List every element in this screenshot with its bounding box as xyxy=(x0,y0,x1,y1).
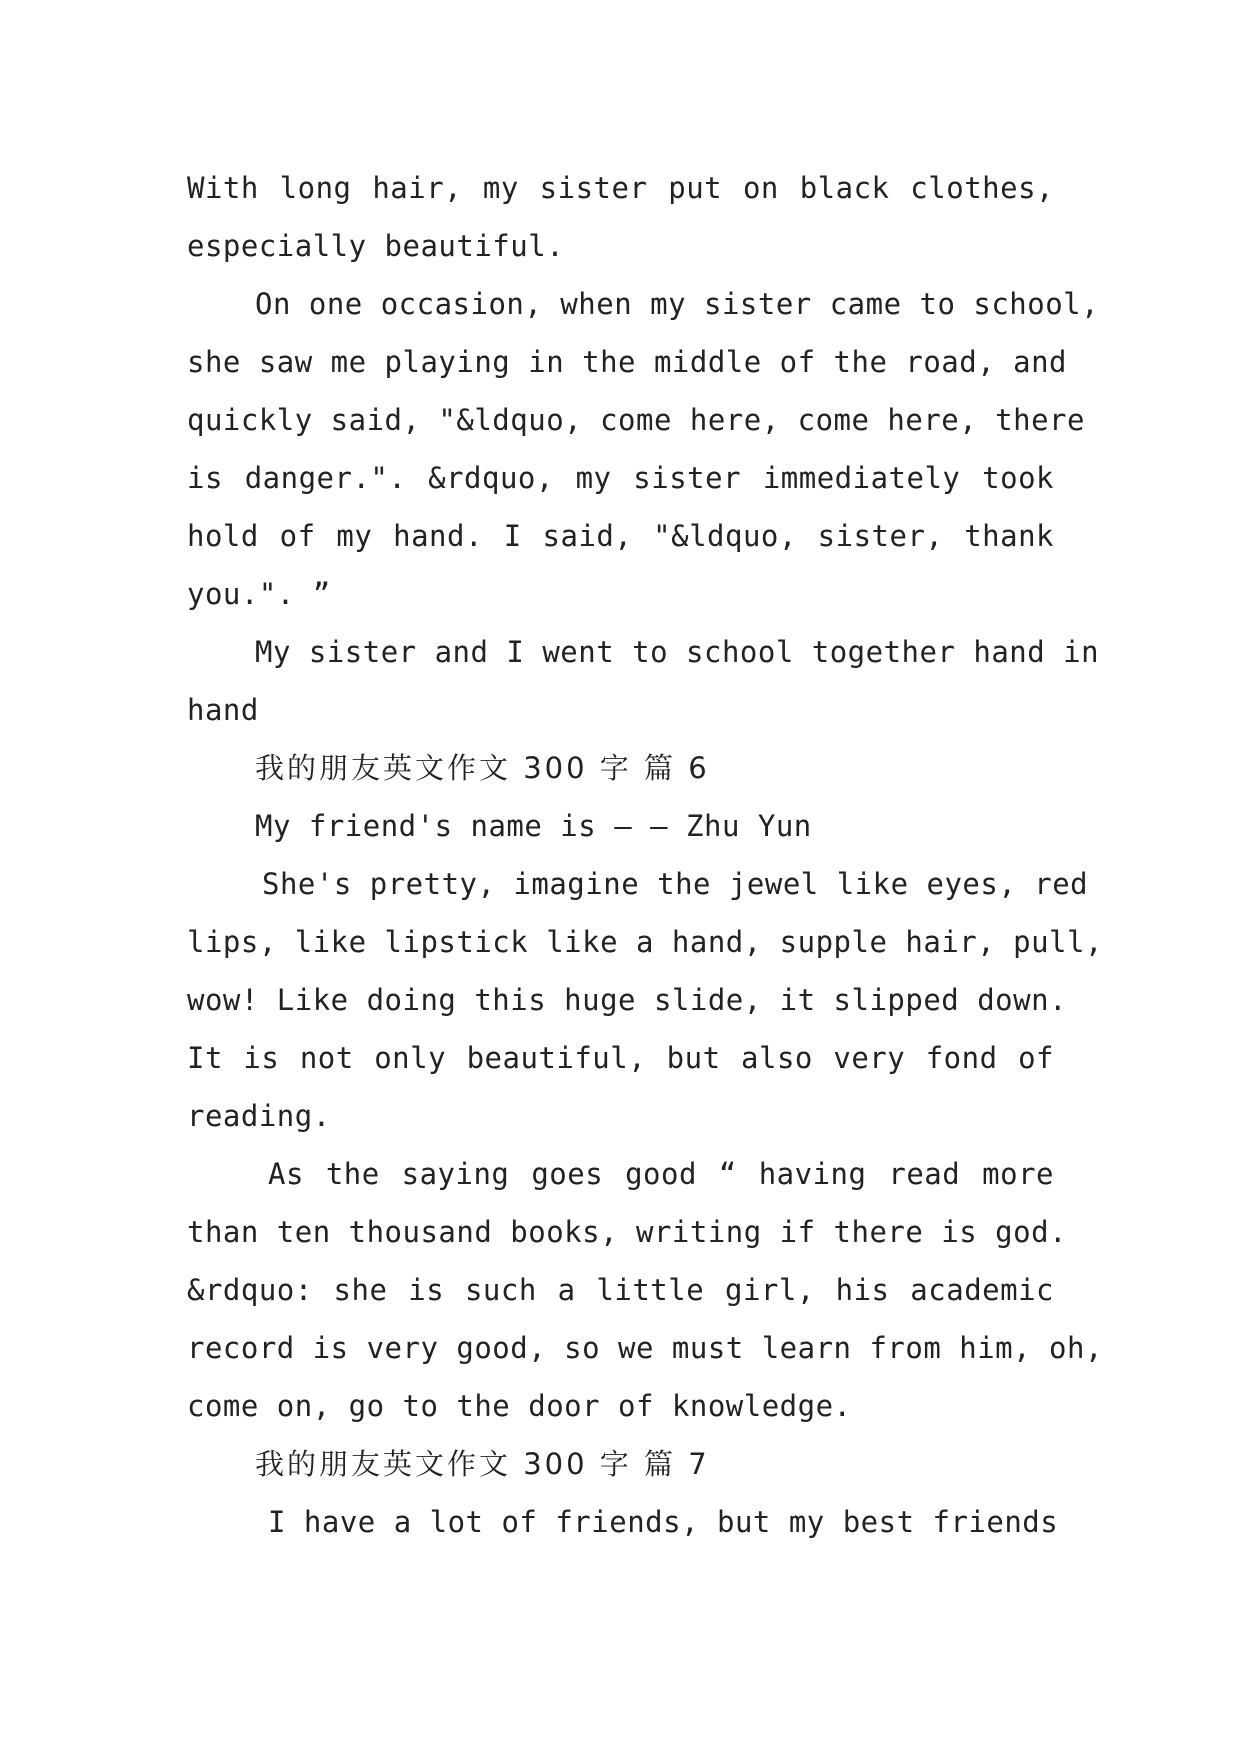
paragraph-line: come on, go to the door of knowledge. xyxy=(187,1389,852,1423)
paragraph-line: lips, like lipstick like a hand, supple hair, pull, xyxy=(187,925,1103,959)
paragraph-line: It is not only beautiful, but also very fond of xyxy=(187,1041,1054,1075)
paragraph-line: she saw me playing in the middle of the road, and xyxy=(187,345,1068,379)
paragraph-line: On one occasion, when my sister came to school, xyxy=(255,287,1100,321)
section-heading: 我的朋友英文作文 300 字 篇 6 xyxy=(255,751,710,785)
paragraph-line: I have a lot of friends, but my best friends xyxy=(268,1505,1059,1539)
paragraph-line: My sister and I went to school together hand in xyxy=(255,635,1100,669)
paragraph-line: As the saying goes good “ having read more xyxy=(268,1157,1054,1191)
paragraph-line: hand xyxy=(187,693,259,727)
paragraph-line: especially beautiful. xyxy=(187,229,565,263)
paragraph-line: She's pretty, imagine the jewel like eyes, red xyxy=(262,867,1089,901)
paragraph-line: you.". ” xyxy=(187,577,331,611)
paragraph-line: hold of my hand. I said, "&ldquo, sister, thank xyxy=(187,519,1054,553)
paragraph-line: quickly said, "&ldquo, come here, come here, there xyxy=(187,403,1085,437)
paragraph-line: is danger.". &rdquo, my sister immediately took xyxy=(187,461,1054,495)
paragraph-line: &rdquo: she is such a little girl, his academic xyxy=(187,1273,1054,1307)
section-heading: 我的朋友英文作文 300 字 篇 7 xyxy=(255,1447,710,1481)
paragraph-line: wow! Like doing this huge slide, it slipped down. xyxy=(187,983,1068,1017)
paragraph-line: than ten thousand books, writing if there is god. xyxy=(187,1215,1068,1249)
paragraph-line: My friend's name is — — Zhu Yun xyxy=(255,809,812,843)
paragraph-line: record is very good, so we must learn from him, oh, xyxy=(187,1331,1103,1365)
paragraph-line: reading. xyxy=(187,1099,331,1133)
paragraph-line: With long hair, my sister put on black clothes, xyxy=(187,171,1054,205)
